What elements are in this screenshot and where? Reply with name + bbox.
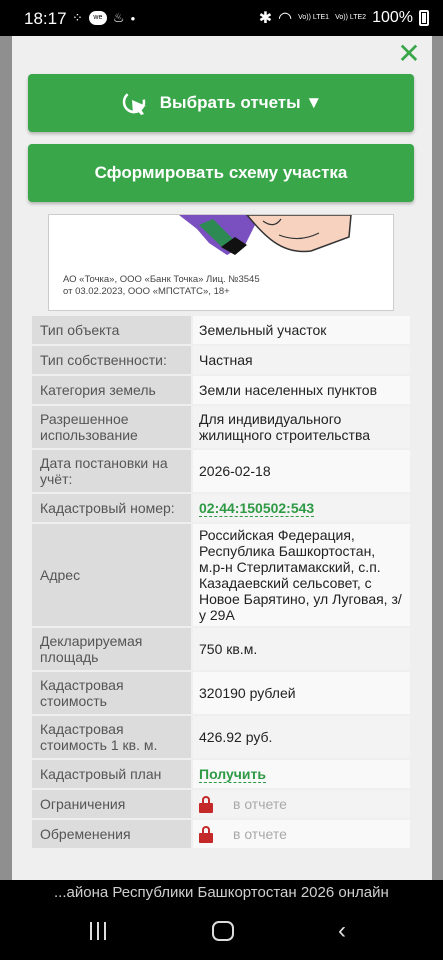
encumbrances-cell [193,820,410,848]
encumbrances-value[interactable]: в отчете [233,826,287,842]
row-label: Категория земель [32,376,193,404]
close-button[interactable]: ✕ [397,38,421,69]
row-label: Кадастровая стоимость 1 кв. м. [32,716,193,758]
wifi-icon: ◠ [278,10,293,27]
table-row [32,820,410,850]
table-row [32,790,410,820]
row-label: Кадастровый номер: [32,494,193,522]
row-label: Декларируемая площадь [32,628,193,670]
page [0,36,443,880]
row-value: 320190 рублей [193,672,410,714]
table-row [32,346,410,376]
dot-icon: • [130,10,136,26]
table-row [32,450,410,494]
row-label: Адрес [32,524,193,626]
table-row [32,628,410,672]
table-row [32,524,410,628]
wechat-icon: we [89,11,107,25]
row-label: Тип объекта [32,316,193,344]
row-label: Обременения [32,820,193,848]
back-button[interactable]: ‹ [338,917,346,944]
navigation-bar [0,910,443,960]
page-title-ticker: ...айона Республики Башкортостан 2026 онлайн [0,880,443,910]
row-value: 426.92 руб. [193,716,410,758]
signal-lte2: Vo)) LTE2 [335,14,367,21]
row-value: Земли населенных пунктов [193,376,410,404]
row-label: Кадастровый план [32,760,193,788]
row-label: Разрешенное использование [32,406,193,448]
restrictions-value[interactable]: в отчете [233,796,287,812]
cadastral-number-cell [193,494,410,522]
table-row [32,760,410,790]
flame-icon: ♨ [112,10,125,25]
select-reports-button[interactable] [28,74,414,132]
ad-illustration [49,215,394,275]
form-scheme-button[interactable] [28,144,414,202]
form-scheme-label: Сформировать схему участка [94,163,348,182]
get-plan-link[interactable]: Получить [199,765,266,782]
table-row [32,672,410,716]
table-row [32,376,410,406]
row-label: Кадастровая стоимость [32,672,193,714]
notification-icons [72,10,135,26]
status-time: 18:17 [24,9,67,28]
recents-button[interactable] [90,922,106,940]
ad-disclaimer-line1: АО «Точка», ООО «Банк Точка» Лиц. №3545 [63,274,260,285]
row-value: Земельный участок [193,316,410,344]
row-label: Ограничения [32,790,193,818]
table-row [32,716,410,760]
signal-lte1: Vo)) LTE1 [298,14,330,21]
row-label: Дата постановки на учёт: [32,450,193,492]
row-value: Для индивидуального жилищного строительства [193,406,410,448]
battery-icon [419,10,429,26]
ad-disclaimer-line2: от 03.02.2023, ООО «МПСТАТС», 18+ [63,286,230,297]
row-label: Тип собственности: [32,346,193,374]
table-row [32,406,410,450]
cursor-click-icon [120,88,150,118]
home-button[interactable] [212,921,234,941]
status-right [259,8,429,28]
row-value: 750 кв.м. [193,628,410,670]
cadastral-number-link[interactable]: 02:44:150502:543 [199,499,315,516]
share-icon: ⁘ [72,10,83,25]
row-value: 2026-02-18 [193,450,410,492]
table-row [32,316,410,346]
select-reports-label: Выбрать отчеты ▼ [159,93,323,112]
property-info-table [32,316,410,850]
bluetooth-icon: ✱ [258,10,273,27]
lock-icon [199,826,213,843]
status-bar [0,0,443,36]
cadastral-plan-cell [193,760,410,788]
lock-icon [199,796,213,813]
ad-disclaimer [63,274,260,298]
row-value: Российская Федерация, Республика Башкортостан, м.р-н Стерлитамакский, с.п. Казадаевский сельсовет, с Новое Барятино, ул Луговая, з/у 29А [193,524,410,626]
advertisement-banner[interactable] [48,214,394,311]
report-card [12,36,432,880]
battery-percent: 100% [372,9,413,26]
row-value: Частная [193,346,410,374]
table-row [32,494,410,524]
restrictions-cell [193,790,410,818]
